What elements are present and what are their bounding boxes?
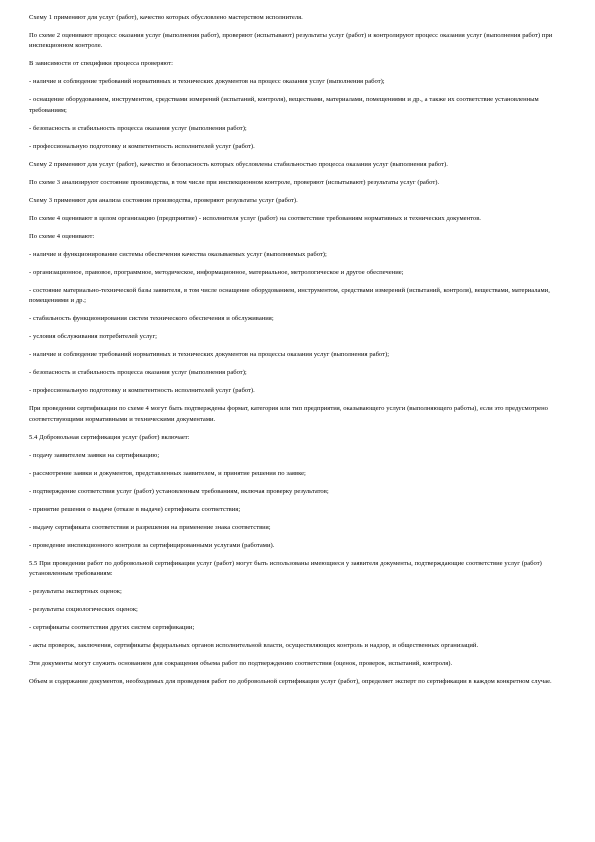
list-item: - наличие и соблюдение требований нормативных и технических документов на процессы оказания услуг (выполнения работ);	[29, 351, 390, 359]
paragraph: При проведении сертификации по схеме 4 могут быть подтверждены формат, категория или тип предприятия, оказывающего услуги (выполняющего работы), если это предусмотрено соответствующими нормативными и техническими документами.	[29, 405, 548, 423]
paragraph: По схеме 2 оценивают процесс оказания услуг (выполнения работ), проверяют (испытывают) результаты услуг (работ) и контролируют процесс оказания услуг (выполнения работ) при инспекционном контроле.	[29, 32, 553, 50]
list-item: - оснащение оборудованием, инструментом, средствами измерений (испытаний, контроля), веществами, материалами, помещениями и др., а также их соответствие установленным требованиям;	[29, 96, 539, 114]
list-item: - принятие решения о выдаче (отказе в выдаче) сертификата соответствия;	[29, 505, 241, 513]
paragraph: В зависимости от специфики процесса проверяют:	[29, 60, 173, 68]
document-body	[29, 13, 569, 695]
list-item: - организационное, правовое, программное, методическое, информационное, материальное, метрологическое и другое обеспечение;	[29, 268, 404, 276]
paragraph: Схему 1 применяют для услуг (работ), качество которых обусловлено мастерством исполнителя.	[29, 14, 303, 21]
list-item: - результаты экспертных оценок;	[29, 588, 122, 596]
list-item: - безопасность и стабильность процесса оказания услуг (выполнения работ);	[29, 124, 247, 132]
paragraph: Объем и содержание документов, необходимых для проведения работ по добровольной сертификации услуг (работ), определяет эксперт по сертификации в каждом конкретном случае.	[29, 678, 552, 686]
list-item: - профессиональную подготовку и компетентность исполнителей услуг (работ).	[29, 387, 255, 395]
section-heading: 5.4 Добровольная сертификация услуг (работ) включает:	[29, 433, 190, 441]
list-item: - стабильность функционирования систем технического обеспечения и обслуживания;	[29, 315, 274, 323]
list-item: - выдачу сертификата соответствия и разрешения на применение знака соответствия;	[29, 523, 271, 531]
list-item: - наличие и функционирование системы обеспечения качества оказываемых услуг (выполняемых работ);	[29, 250, 327, 258]
paragraph: Схему 3 применяют для анализа состояния производства, проверяют результаты услуг (работ).	[29, 196, 298, 204]
list-item: - акты проверок, заключения, сертификаты федеральных органов исполнительной власти, осуществляющих контроль и надзор, и общественных организаций.	[29, 642, 479, 650]
list-item: - подачу заявителем заявки на сертификацию;	[29, 451, 160, 459]
list-item: - сертификаты соответствия других систем сертификации;	[29, 624, 195, 632]
list-item: - безопасность и стабильность процесса оказания услуг (выполнения работ);	[29, 369, 247, 377]
list-item: - подтверждение соответствия услуг (работ) установленным требованиям, включая проверку результатов;	[29, 487, 329, 495]
list-item: - условия обслуживания потребителей услуг;	[29, 333, 157, 341]
list-item: - рассмотрение заявки и документов, представленных заявителем, и принятие решения по заявке;	[29, 469, 306, 477]
list-item: - проведение инспекционного контроля за сертифицированными услугами (работами).	[29, 541, 275, 549]
list-item: - наличие и соблюдение требований нормативных и технических документов на процесс оказания услуг (выполнения работ);	[29, 78, 385, 86]
list-item: - профессиональную подготовку и компетентность исполнителей услуг (работ).	[29, 142, 255, 150]
paragraph: По схеме 3 анализируют состояние производства, в том числе при инспекционном контроле, проверяют (испытывают) результаты услуг (работ).	[29, 178, 440, 186]
list-item: - результаты социологических оценок;	[29, 606, 138, 614]
paragraph: Эти документы могут служить основанием для сокращения объема работ по подтверждению соответствия (оценок, проверок, испытаний, контроля).	[29, 660, 453, 668]
paragraph: По схеме 4 оценивают в целом организацию (предприятие) - исполнителя услуг (работ) на соответствие требованиям нормативных и технических документов.	[29, 214, 481, 222]
list-item: - состояние материально-технической базы заявителя, в том числе оснащение оборудованием, инструментом, средствами измерений (испытаний, контроля), веществами, материалами, помещениями и др.;	[29, 286, 550, 305]
paragraph: По схеме 4 оценивают:	[29, 232, 95, 240]
paragraph: Схему 2 применяют для услуг (работ), качество и безопасность которых обусловлены стабильностью процесса оказания услуг (выполнения работ).	[29, 160, 448, 168]
section-heading: 5.5 При проведении работ по добровольной сертификации услуг (работ) могут быть использованы имеющиеся у заявителя документы, подтверждающие соответствие услуг (работ) установленным требованиям:	[29, 559, 542, 578]
